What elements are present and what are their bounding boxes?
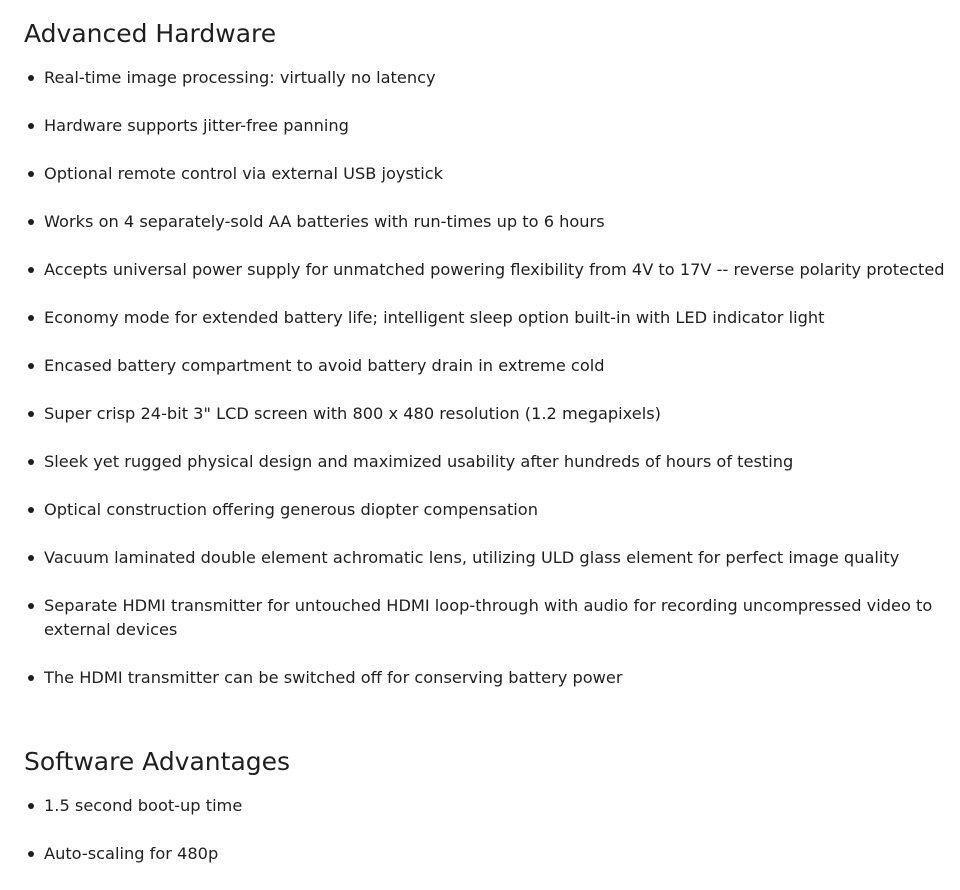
list-item: [0, 402, 945, 426]
list-item-text: Vacuum laminated double element achromatic lens, utilizing ULD glass element for perfect image quality: [44, 548, 900, 567]
bullet-icon: [28, 803, 34, 809]
list-item: [0, 210, 945, 234]
software-feature-list: [0, 794, 945, 890]
hardware-feature-list: [0, 66, 945, 714]
bullet-icon: [28, 363, 34, 369]
list-item: [0, 842, 945, 866]
list-item: [0, 66, 945, 90]
list-item-text: Hardware supports jitter-free panning: [44, 116, 349, 135]
advanced-hardware-heading: Advanced Hardware: [24, 19, 277, 48]
list-item: [0, 666, 945, 690]
bullet-icon: [28, 555, 34, 561]
bullet-icon: [28, 123, 34, 129]
list-item: [0, 498, 945, 522]
bullet-icon: [28, 219, 34, 225]
bullet-icon: [28, 315, 34, 321]
list-item: [0, 114, 945, 138]
bullet-icon: [28, 459, 34, 465]
list-item-text: Works on 4 separately-sold AA batteries with run-times up to 6 hours: [44, 212, 605, 231]
list-item-text: Optical construction offering generous diopter compensation: [44, 500, 538, 519]
list-item-text: Encased battery compartment to avoid battery drain in extreme cold: [44, 356, 605, 375]
bullet-icon: [28, 675, 34, 681]
bullet-icon: [28, 75, 34, 81]
list-item: [0, 162, 945, 186]
bullet-icon: [28, 267, 34, 273]
list-item: [0, 450, 945, 474]
list-item: [0, 594, 945, 642]
list-item-text: Accepts universal power supply for unmatched powering flexibility from 4V to 17V -- reverse polarity protected: [44, 260, 945, 279]
list-item: [0, 258, 945, 282]
list-item: [0, 354, 945, 378]
list-item-text: Auto-scaling for 480p: [44, 844, 219, 863]
bullet-icon: [28, 603, 34, 609]
bullet-icon: [28, 851, 34, 857]
list-item: [0, 306, 945, 330]
list-item-text: Economy mode for extended battery life; intelligent sleep option built-in with LED indicator light: [44, 308, 825, 327]
list-item: [0, 794, 945, 818]
list-item-text: Optional remote control via external USB joystick: [44, 164, 444, 183]
bullet-icon: [28, 171, 34, 177]
bullet-icon: [28, 411, 34, 417]
list-item-text: Super crisp 24-bit 3" LCD screen with 800 x 480 resolution (1.2 megapixels): [44, 404, 661, 423]
list-item-text: Sleek yet rugged physical design and maximized usability after hundreds of hours of testing: [44, 452, 794, 471]
list-item-text: Real-time image processing: virtually no latency: [44, 68, 436, 87]
list-item-text: 1.5 second boot-up time: [44, 796, 243, 815]
list-item: [0, 546, 945, 570]
list-item-text: Separate HDMI transmitter for untouched HDMI loop-through with audio for recording uncompressed video to external devices: [44, 596, 933, 639]
list-item-text: The HDMI transmitter can be switched off for conserving battery power: [44, 668, 623, 687]
bullet-icon: [28, 507, 34, 513]
software-advantages-heading: Software Advantages: [24, 747, 291, 776]
